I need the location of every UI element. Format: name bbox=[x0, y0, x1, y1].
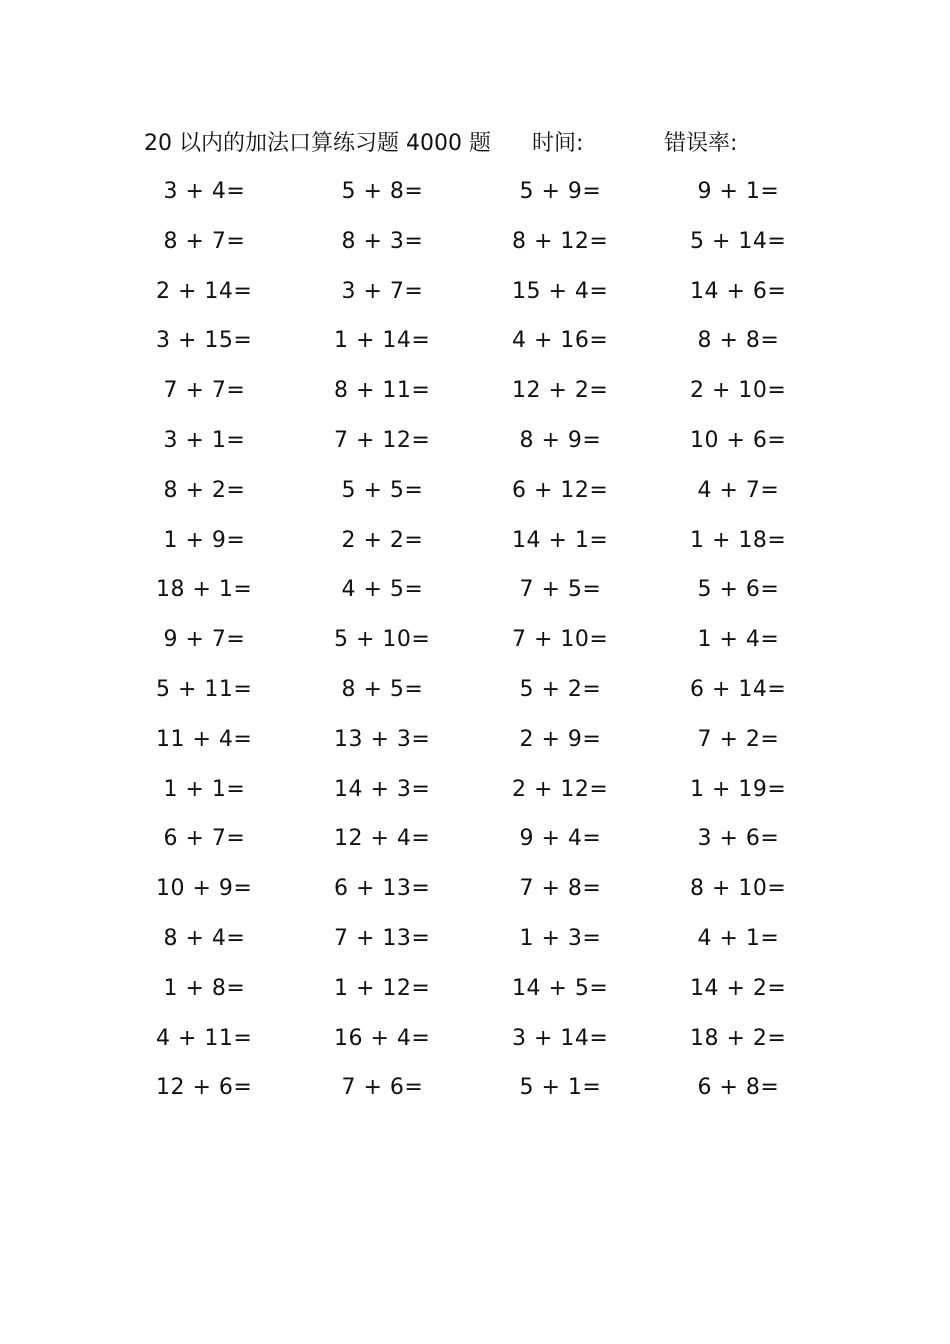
addition-problem: 1 + 4= bbox=[690, 627, 780, 653]
error-rate-label: 错误率: bbox=[664, 131, 738, 156]
problem-row bbox=[0, 523, 950, 573]
addition-problem: 14 + 5= bbox=[512, 975, 609, 1001]
problem-row bbox=[0, 971, 950, 1021]
addition-problem: 18 + 2= bbox=[690, 1025, 787, 1051]
addition-problem: 7 + 12= bbox=[334, 427, 431, 453]
addition-problem: 1 + 1= bbox=[156, 776, 246, 802]
problem-row bbox=[0, 672, 950, 722]
addition-problem: 7 + 8= bbox=[512, 876, 602, 902]
addition-problem: 9 + 7= bbox=[156, 627, 246, 653]
addition-problem: 8 + 9= bbox=[512, 427, 602, 453]
addition-problem: 7 + 13= bbox=[334, 925, 431, 951]
addition-problem: 7 + 2= bbox=[690, 726, 780, 752]
addition-problem: 10 + 6= bbox=[690, 427, 787, 453]
addition-problem: 6 + 7= bbox=[156, 826, 246, 852]
addition-problem: 5 + 14= bbox=[690, 228, 787, 254]
addition-problem: 3 + 6= bbox=[690, 826, 780, 852]
problem-row bbox=[0, 1021, 950, 1071]
problem-row bbox=[0, 871, 950, 921]
addition-problem: 5 + 2= bbox=[512, 676, 602, 702]
addition-problem: 8 + 7= bbox=[156, 228, 246, 254]
addition-problem: 1 + 8= bbox=[156, 975, 246, 1001]
problem-grid bbox=[0, 174, 950, 1120]
addition-problem: 12 + 4= bbox=[334, 826, 431, 852]
addition-problem: 10 + 9= bbox=[156, 876, 253, 902]
addition-problem: 18 + 1= bbox=[156, 577, 253, 603]
worksheet-title: 20 以内的加法口算练习题 4000 题 bbox=[144, 131, 491, 156]
addition-problem: 1 + 18= bbox=[690, 527, 787, 553]
addition-problem: 4 + 5= bbox=[334, 577, 424, 603]
problem-row bbox=[0, 1070, 950, 1120]
worksheet-header bbox=[0, 126, 950, 158]
addition-problem: 4 + 11= bbox=[156, 1025, 253, 1051]
addition-problem: 1 + 3= bbox=[512, 925, 602, 951]
problem-row bbox=[0, 373, 950, 423]
addition-problem: 5 + 1= bbox=[512, 1075, 602, 1101]
addition-problem: 2 + 2= bbox=[334, 527, 424, 553]
addition-problem: 6 + 12= bbox=[512, 477, 609, 503]
problem-row bbox=[0, 423, 950, 473]
addition-problem: 9 + 1= bbox=[690, 179, 780, 204]
addition-problem: 14 + 2= bbox=[690, 975, 787, 1001]
problem-row bbox=[0, 174, 950, 224]
addition-problem: 8 + 3= bbox=[334, 228, 424, 254]
addition-problem: 4 + 7= bbox=[690, 477, 780, 503]
addition-problem: 5 + 11= bbox=[156, 676, 253, 702]
addition-problem: 1 + 12= bbox=[334, 975, 431, 1001]
addition-problem: 3 + 1= bbox=[156, 427, 246, 453]
addition-problem: 4 + 1= bbox=[690, 925, 780, 951]
addition-problem: 3 + 7= bbox=[334, 278, 424, 304]
addition-problem: 6 + 14= bbox=[690, 676, 787, 702]
addition-problem: 9 + 4= bbox=[512, 826, 602, 852]
addition-problem: 14 + 6= bbox=[690, 278, 787, 304]
addition-problem: 7 + 10= bbox=[512, 627, 609, 653]
problem-row bbox=[0, 224, 950, 274]
addition-problem: 7 + 5= bbox=[512, 577, 602, 603]
addition-problem: 12 + 2= bbox=[512, 378, 609, 404]
addition-problem: 2 + 9= bbox=[512, 726, 602, 752]
addition-problem: 1 + 19= bbox=[690, 776, 787, 802]
addition-problem: 11 + 4= bbox=[156, 726, 253, 752]
addition-problem: 2 + 14= bbox=[156, 278, 253, 304]
problem-row bbox=[0, 323, 950, 373]
addition-problem: 7 + 6= bbox=[334, 1075, 424, 1101]
addition-problem: 8 + 2= bbox=[156, 477, 246, 503]
addition-problem: 4 + 16= bbox=[512, 328, 609, 354]
problem-row bbox=[0, 622, 950, 672]
addition-problem: 1 + 9= bbox=[156, 527, 246, 553]
addition-problem: 3 + 15= bbox=[156, 328, 253, 354]
problem-row bbox=[0, 473, 950, 523]
addition-problem: 8 + 11= bbox=[334, 378, 431, 404]
addition-problem: 1 + 14= bbox=[334, 328, 431, 354]
problem-row bbox=[0, 274, 950, 324]
addition-problem: 5 + 5= bbox=[334, 477, 424, 503]
problem-row bbox=[0, 772, 950, 822]
addition-problem: 5 + 10= bbox=[334, 627, 431, 653]
addition-problem: 8 + 10= bbox=[690, 876, 787, 902]
addition-problem: 6 + 8= bbox=[690, 1075, 780, 1101]
addition-problem: 3 + 14= bbox=[512, 1025, 609, 1051]
addition-problem: 7 + 7= bbox=[156, 378, 246, 404]
addition-problem: 8 + 12= bbox=[512, 228, 609, 254]
addition-problem: 2 + 10= bbox=[690, 378, 787, 404]
addition-problem: 3 + 4= bbox=[156, 179, 246, 204]
addition-problem: 8 + 4= bbox=[156, 925, 246, 951]
problem-row bbox=[0, 572, 950, 622]
addition-problem: 15 + 4= bbox=[512, 278, 609, 304]
addition-problem: 12 + 6= bbox=[156, 1075, 253, 1101]
addition-problem: 14 + 3= bbox=[334, 776, 431, 802]
addition-problem: 8 + 8= bbox=[690, 328, 780, 354]
addition-problem: 16 + 4= bbox=[334, 1025, 431, 1051]
addition-problem: 13 + 3= bbox=[334, 726, 431, 752]
addition-problem: 6 + 13= bbox=[334, 876, 431, 902]
addition-problem: 5 + 9= bbox=[512, 179, 602, 204]
problem-row bbox=[0, 921, 950, 971]
addition-problem: 14 + 1= bbox=[512, 527, 609, 553]
addition-problem: 5 + 6= bbox=[690, 577, 780, 603]
problem-row bbox=[0, 821, 950, 871]
addition-problem: 2 + 12= bbox=[512, 776, 609, 802]
addition-problem: 8 + 5= bbox=[334, 676, 424, 702]
addition-problem: 5 + 8= bbox=[334, 179, 424, 204]
time-label: 时间: bbox=[532, 131, 584, 156]
problem-row bbox=[0, 722, 950, 772]
